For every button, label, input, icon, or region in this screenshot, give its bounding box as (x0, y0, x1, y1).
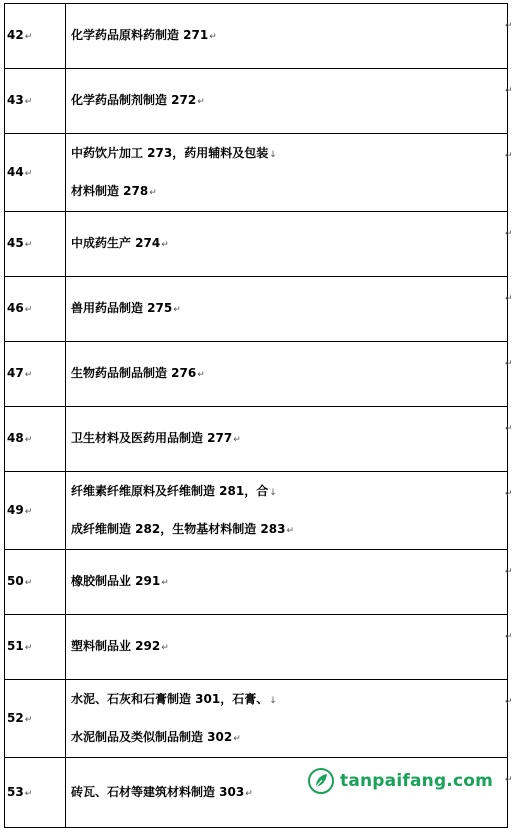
row-number-cell (5, 69, 66, 134)
row-number-cell (5, 407, 66, 472)
industry-name-text: 材料制造 278 (71, 183, 149, 198)
industry-name-cell (66, 69, 508, 134)
row-end-mark-icon: ↵ (505, 228, 513, 239)
industry-name-line (71, 484, 507, 500)
paragraph-mark-icon: ↵ (24, 714, 33, 725)
industry-name-cell (66, 407, 508, 472)
table-row (5, 212, 508, 277)
paragraph-mark-icon: ↵ (233, 435, 241, 445)
row-number-cell (5, 342, 66, 407)
row-number: 49 (7, 502, 24, 517)
row-number-cell (5, 758, 66, 828)
table-row (5, 277, 508, 342)
industry-name-cell (66, 550, 508, 615)
paragraph-mark-icon: ↵ (197, 97, 205, 107)
table-row (5, 550, 508, 615)
row-end-mark-icon: ↵ (505, 150, 513, 161)
line-break-icon: ↓ (269, 487, 277, 498)
industry-name-line (71, 28, 507, 44)
industry-name-cell (66, 277, 508, 342)
paragraph-mark-icon: ↵ (209, 32, 217, 42)
industry-name-line (71, 522, 507, 538)
industry-table (4, 3, 508, 828)
paragraph-mark-icon: ↵ (24, 240, 33, 250)
table-row (5, 615, 508, 680)
industry-name-text: 卫生材料及医药用品制造 277 (71, 431, 233, 445)
row-number: 53 (7, 784, 24, 799)
paragraph-mark-icon: ↵ (161, 240, 169, 250)
paragraph-mark-icon: ↵ (286, 525, 295, 536)
industry-name-text: 化学药品原料药制造 271 (71, 28, 209, 42)
industry-name-cell (66, 212, 508, 277)
industry-name-line (71, 730, 507, 746)
row-number-cell (5, 472, 66, 550)
paragraph-mark-icon: ↵ (24, 578, 33, 588)
industry-name-text: 成纤维制造 282，生物基材料制造 283 (71, 521, 286, 536)
paragraph-mark-icon: ↵ (161, 578, 169, 588)
industry-name-text: 兽用药品制造 275 (71, 301, 173, 315)
industry-name-cell (66, 134, 508, 212)
industry-name-line (71, 93, 507, 109)
row-number-cell (5, 4, 66, 69)
industry-name-text: 生物药品制品制造 276 (71, 366, 197, 380)
row-number: 52 (7, 710, 24, 725)
industry-name-line (71, 184, 507, 200)
paragraph-mark-icon: ↵ (245, 788, 253, 799)
paragraph-mark-icon: ↵ (24, 305, 33, 315)
row-end-mark-icon: ↵ (505, 423, 513, 434)
table-row (5, 342, 508, 407)
industry-name-text: 中成药生产 274 (71, 236, 161, 250)
table-row (5, 472, 508, 550)
row-number-cell (5, 134, 66, 212)
line-break-icon: ↓ (269, 149, 277, 160)
industry-name-text: 化学药品制剂制造 272 (71, 93, 197, 107)
paragraph-mark-icon: ↵ (149, 187, 157, 198)
industry-name-line (71, 366, 507, 382)
row-end-mark-icon: ↵ (505, 774, 513, 785)
row-end-mark-icon: ↵ (505, 631, 513, 642)
table-body (5, 4, 508, 828)
industry-name-line (71, 431, 507, 447)
row-end-mark-icon: ↵ (505, 20, 513, 31)
industry-name-line (71, 639, 507, 655)
watermark (308, 768, 493, 794)
row-number: 47 (7, 366, 24, 380)
paragraph-mark-icon: ↵ (24, 168, 33, 179)
paragraph-mark-icon: ↵ (24, 506, 33, 517)
table-row (5, 134, 508, 212)
paragraph-mark-icon: ↵ (24, 788, 33, 799)
industry-name-line (71, 574, 507, 590)
row-number-cell (5, 550, 66, 615)
row-number-cell (5, 277, 66, 342)
table-row (5, 407, 508, 472)
row-number: 43 (7, 93, 24, 107)
industry-name-cell (66, 4, 508, 69)
row-number-cell (5, 212, 66, 277)
leaf-logo-icon (308, 768, 334, 794)
row-number-cell (5, 680, 66, 758)
row-end-mark-icon: ↵ (505, 293, 513, 304)
paragraph-mark-icon: ↵ (24, 32, 33, 42)
industry-name-line (71, 301, 507, 317)
paragraph-mark-icon: ↵ (24, 643, 33, 653)
table-row (5, 680, 508, 758)
industry-name-cell (66, 680, 508, 758)
row-end-mark-icon: ↵ (505, 488, 513, 499)
industry-name-line (71, 692, 507, 708)
watermark-text: tanpaifang.com (340, 771, 494, 791)
industry-name-cell (66, 342, 508, 407)
industry-name-text: 水泥制品及类似制品制造 302 (71, 729, 233, 744)
paragraph-mark-icon: ↵ (24, 370, 33, 380)
row-end-mark-icon: ↵ (505, 358, 513, 369)
row-number: 46 (7, 301, 24, 315)
paragraph-mark-icon: ↵ (233, 733, 241, 744)
row-number: 45 (7, 236, 24, 250)
line-break-icon: ↓ (269, 695, 277, 706)
paragraph-mark-icon: ↵ (197, 370, 205, 380)
industry-name-line (71, 146, 507, 162)
row-number: 48 (7, 431, 24, 445)
industry-name-cell (66, 615, 508, 680)
row-number: 44 (7, 164, 24, 179)
row-number: 50 (7, 574, 24, 588)
table-row (5, 69, 508, 134)
row-number: 42 (7, 28, 24, 42)
row-end-mark-icon: ↵ (505, 696, 513, 707)
row-number: 51 (7, 639, 24, 653)
industry-name-text: 水泥、石灰和石膏制造 301，石膏、 (71, 691, 269, 706)
paragraph-mark-icon: ↵ (24, 97, 33, 107)
industry-name-text: 塑料制品业 292 (71, 639, 161, 653)
paragraph-mark-icon: ↵ (24, 435, 33, 445)
industry-name-line (71, 236, 507, 252)
table-row (5, 4, 508, 69)
industry-name-cell (66, 472, 508, 550)
industry-name-text: 砖瓦、石材等建筑材料制造 303 (71, 784, 245, 799)
industry-name-text: 纤维素纤维原料及纤维制造 281，合 (71, 483, 269, 498)
paragraph-mark-icon: ↵ (173, 305, 181, 315)
row-end-mark-icon: ↵ (505, 85, 513, 96)
industry-name-text: 中药饮片加工 273，药用辅料及包装 (71, 145, 269, 160)
industry-name-text: 橡胶制品业 291 (71, 574, 161, 588)
row-number-cell (5, 615, 66, 680)
paragraph-mark-icon: ↵ (161, 643, 169, 653)
row-end-mark-icon: ↵ (505, 566, 513, 577)
